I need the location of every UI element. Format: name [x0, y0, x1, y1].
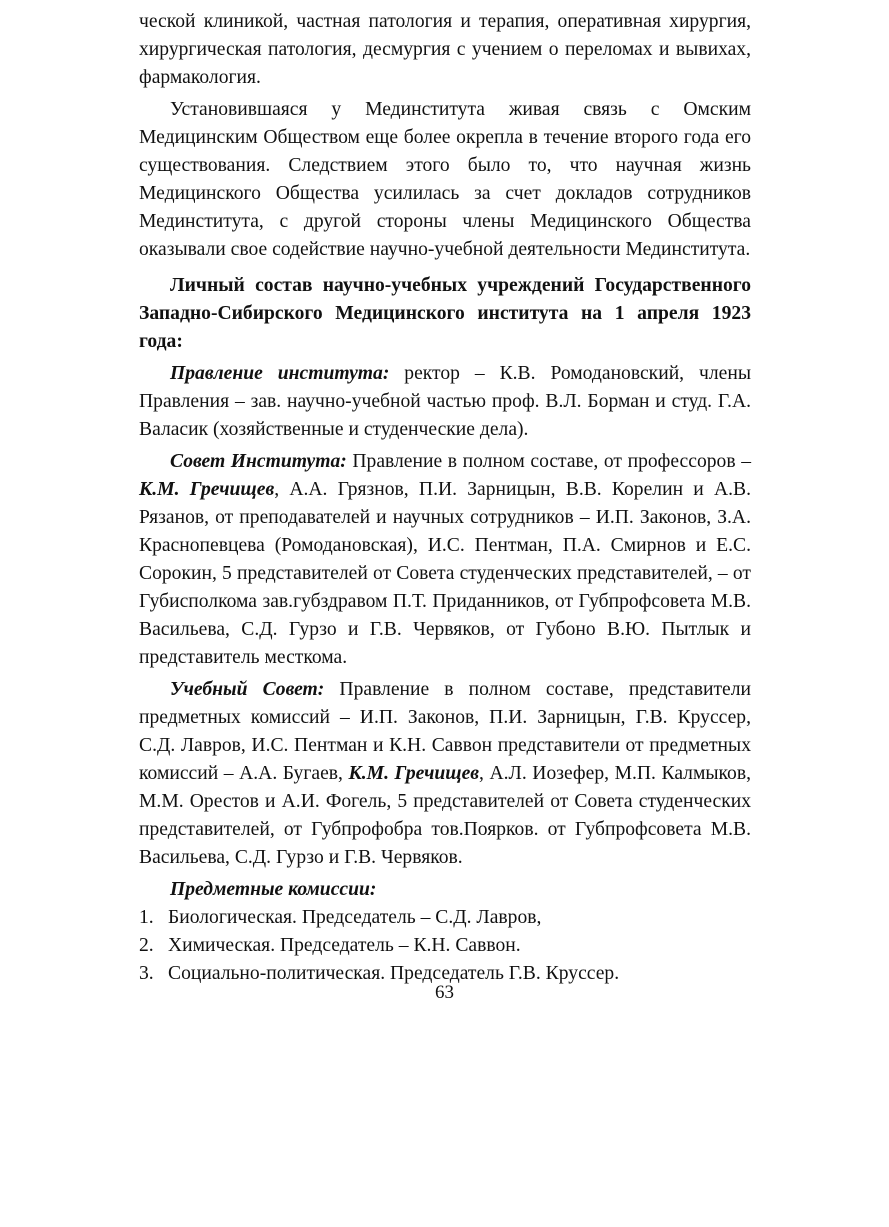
list-item	[139, 932, 751, 960]
section-heading: Личный состав научно-учебных учреждений Государственного Западно-Сибирского Медицинского института на 1 апреля 1923 года:	[139, 275, 751, 352]
text-body	[139, 8, 751, 988]
list-item-number: 1.	[139, 907, 154, 928]
paragraph-board	[139, 360, 751, 444]
list-item-text: Социально-политическая. Председатель Г.В. Круссер.	[168, 963, 620, 984]
academic-text-b: , А.Л. Иозефер, М.П. Калмыков, М.М. Орестов и А.И. Фогель, 5 представителей от Совета студенческих представителей, от Губпрофобра тов.Поярков. от Губпрофсовета М.В. Васильева, С.Д. Гурзо и Г.В. Червяков.	[139, 763, 751, 868]
list-item-number: 3.	[139, 963, 154, 984]
paragraph-continuation: ческой клиникой, частная патология и терапия, оперативная хирургия, хирургическая патология, десмургия с учением о переломах и вывихах, фармакология.	[139, 11, 751, 88]
list-item-number: 2.	[139, 935, 154, 956]
list-item-text: Биологическая. Председатель – С.Д. Лавров,	[168, 907, 542, 928]
council-label: Совет Института:	[170, 451, 347, 472]
commissions-heading	[139, 876, 751, 904]
academic-text-a: Правление в полном составе, представители предметных комиссий – И.П. Законов, П.И. Зарницын, Г.В. Круссер, С.Д. Лавров, И.С. Пентман и К.Н. Саввон представители от предметных комиссий – А.А. Бугаев,	[139, 679, 752, 784]
academic-name-grechishchev: К.М. Гречищев	[348, 763, 480, 784]
list-item-text: Химическая. Председатель – К.Н. Саввон.	[168, 935, 521, 956]
commissions-label: Предметные комиссии:	[170, 879, 377, 900]
commissions-list	[139, 904, 751, 988]
council-text-a: Правление в полном составе, от профессоров –	[346, 451, 752, 472]
board-label: Правление института:	[170, 363, 390, 384]
paragraph-academic-council	[139, 676, 751, 872]
page-number: 63	[435, 982, 454, 1003]
paragraph-medical-society: Установившаяся у Мединститута живая связь с Омским Медицинским Обществом еще более окрепла в течение второго года его существования. Следствием этого было то, что научная жизнь Медицинского Общества усилилась за счет докладов сотрудников Мединститута, с другой стороны члены Медицинского Общества оказывали свое содействие научно-учебной деятельности Мединститута.	[139, 99, 751, 260]
board-text: ректор – К.В. Ромодановский, члены Правления – зав. научно-учебной частью проф. В.Л. Борман и студ. Г.А. Валасик (хозяйственные и студенческие дела).	[139, 363, 751, 440]
academic-label: Учебный Совет:	[170, 679, 325, 700]
council-name-grechishchev: К.М. Гречищев	[139, 479, 275, 500]
council-text-b: , А.А. Грязнов, П.И. Зарницын, В.В. Корелин и А.В. Рязанов, от преподавателей и научных сотрудников – И.П. Законов, З.А. Краснопевцева (Ромодановская), И.С. Пентман, П.А. Смирнов и Е.С. Сорокин, 5 представителей от Совета студенческих представителей, – от Губисполкома зав.губздравом П.Т. Приданников, от Губпрофсовета М.В. Васильева, С.Д. Гурзо и Г.В. Червяков, от Губоно В.Ю. Пытлык и представитель месткома.	[139, 479, 751, 668]
paragraph-council	[139, 448, 751, 672]
list-item	[139, 904, 751, 932]
